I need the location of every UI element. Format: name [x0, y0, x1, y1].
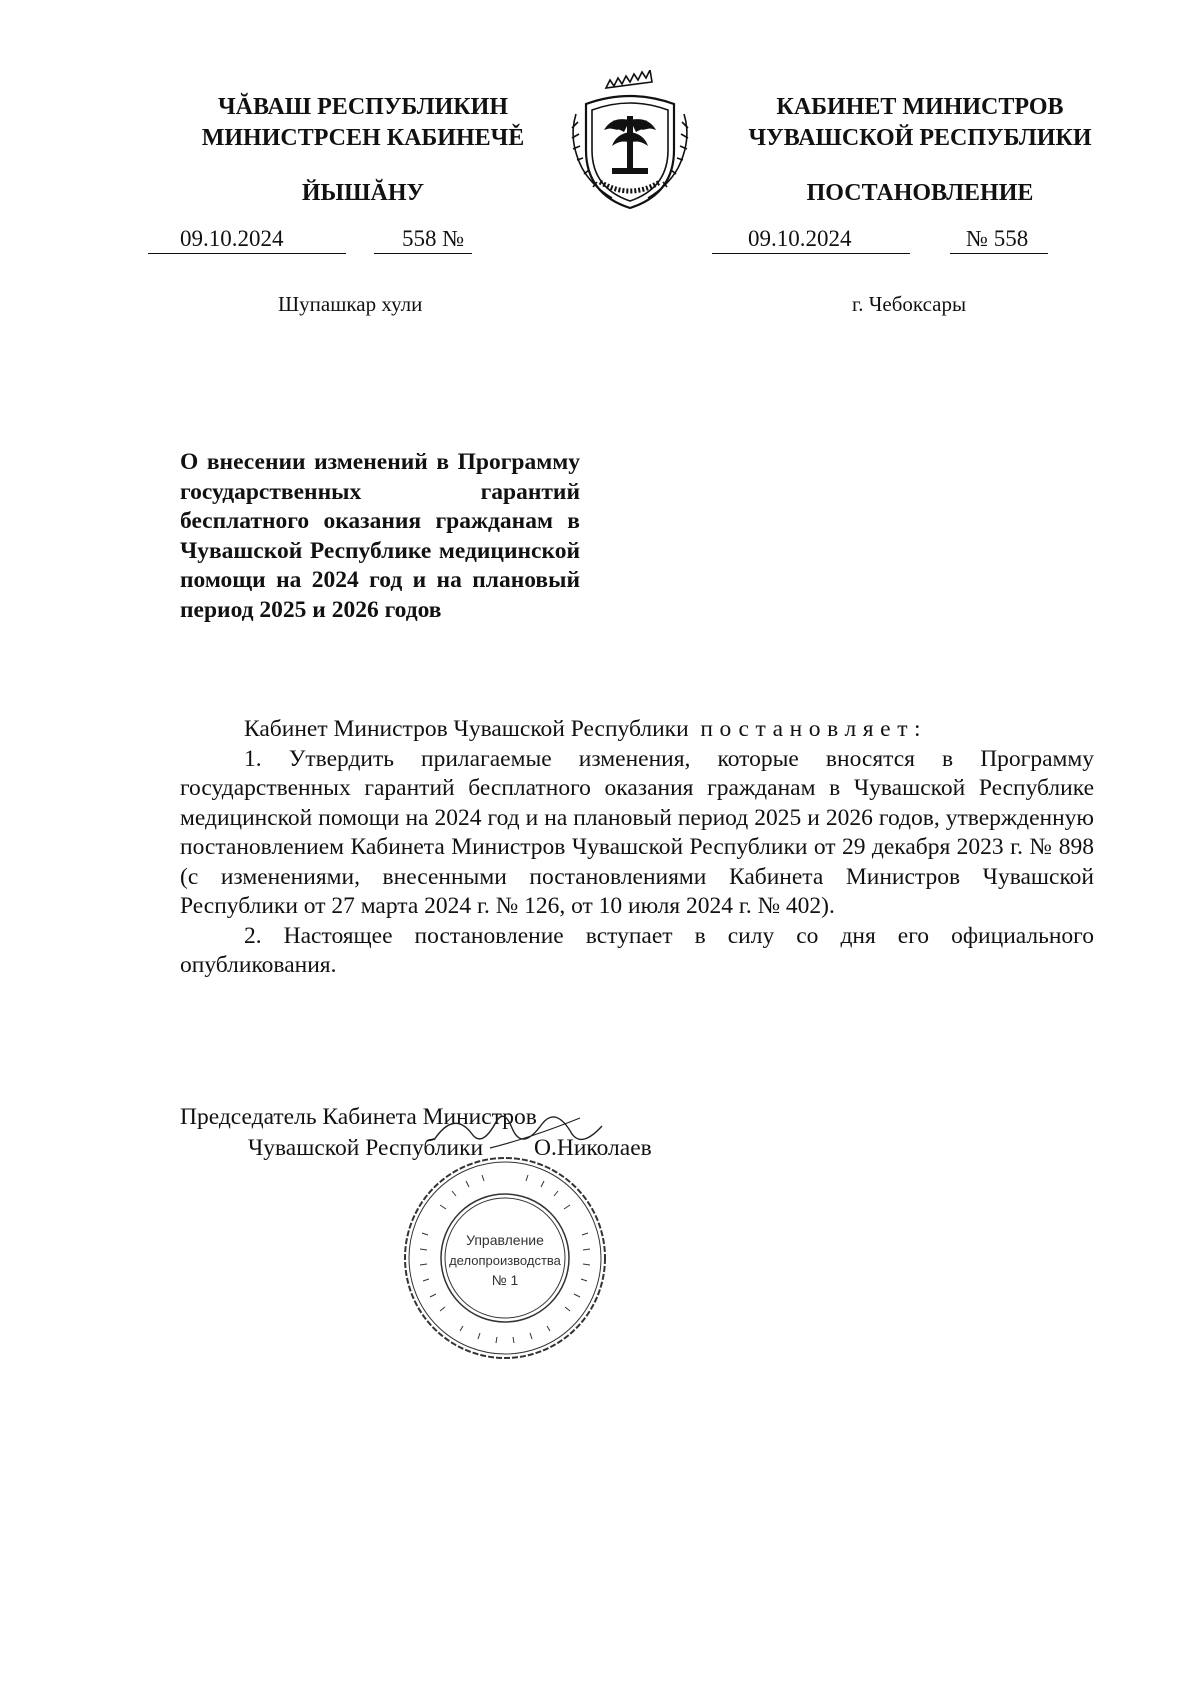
paragraph-1: 1. Утвердить прилагаемые изменения, которые вносятся в Программу государственных гарантий бесплатного оказания гражданам в Чувашской Республике медицинской помощи на 2024 год и на плановый период 2025 и 2026 годов, утвержденную постановлением Кабинета Министров Чувашской Республики от 29 декабря 2023 г. № 898 (с изменениями, внесенными постановлениями Кабинета Министров Чувашской Республики от 27 марта 2024 г. № 126, от 10 июля 2024 г. № 402). [180, 745, 1094, 919]
right-number: № 558 [966, 226, 1029, 251]
left-date: 09.10.2024 [180, 226, 284, 251]
header-left-doc-type: ЙЫШĂНУ [301, 180, 425, 206]
right-date: 09.10.2024 [748, 226, 852, 251]
right-number-field [950, 226, 1048, 254]
preamble-verb: постановляет: [700, 716, 928, 742]
paragraph-2: 2. Настоящее постановление вступает в силу со дня его официального опубликования. [180, 922, 1094, 978]
signature-line1: Председатель Кабинета Министров [180, 1104, 537, 1130]
stamp-line3: № 1 [491, 1272, 519, 1288]
header-right-doc-type: ПОСТАНОВЛЕНИЕ [806, 180, 1034, 206]
round-seal-icon [400, 1153, 610, 1363]
left-city: Шупашкар хули [278, 292, 423, 316]
signatory-name: О.Николаев [534, 1135, 652, 1161]
preamble-start: Кабинет Министров Чувашской Республики [244, 716, 689, 742]
document-subject: О внесении изменений в Программу государственных гарантий бесплатного оказания гражданам в Чувашской Республике медицинской помощи на 2024 год и на плановый период 2025 и 2026 годов [180, 449, 580, 623]
header-right-title [700, 92, 1140, 154]
header-right-line1: КАБИНЕТ МИНИСТРОВ [776, 94, 1064, 120]
right-city: г. Чебоксары [852, 292, 967, 316]
stamp-line1: Управление [466, 1232, 544, 1248]
header-left-line1: ЧĂВАШ РЕСПУБЛИКИН [218, 94, 508, 120]
preamble [180, 715, 1094, 745]
stamp-line2: делопроизводства [449, 1253, 561, 1268]
header-left-line2: МИНИСТРСЕН КАБИНЕЧĚ [201, 125, 525, 151]
document-body [180, 715, 1094, 981]
left-number: 558 № [402, 226, 465, 251]
right-date-field [712, 226, 910, 254]
header-right-line2: ЧУВАШСКОЙ РЕСПУБЛИКИ [748, 125, 1092, 151]
left-date-field [148, 226, 346, 254]
left-number-field [374, 226, 472, 254]
signature-line2: Чувашской Республики [248, 1135, 484, 1161]
header-left-title [120, 92, 606, 154]
coat-of-arms-icon [562, 70, 698, 212]
